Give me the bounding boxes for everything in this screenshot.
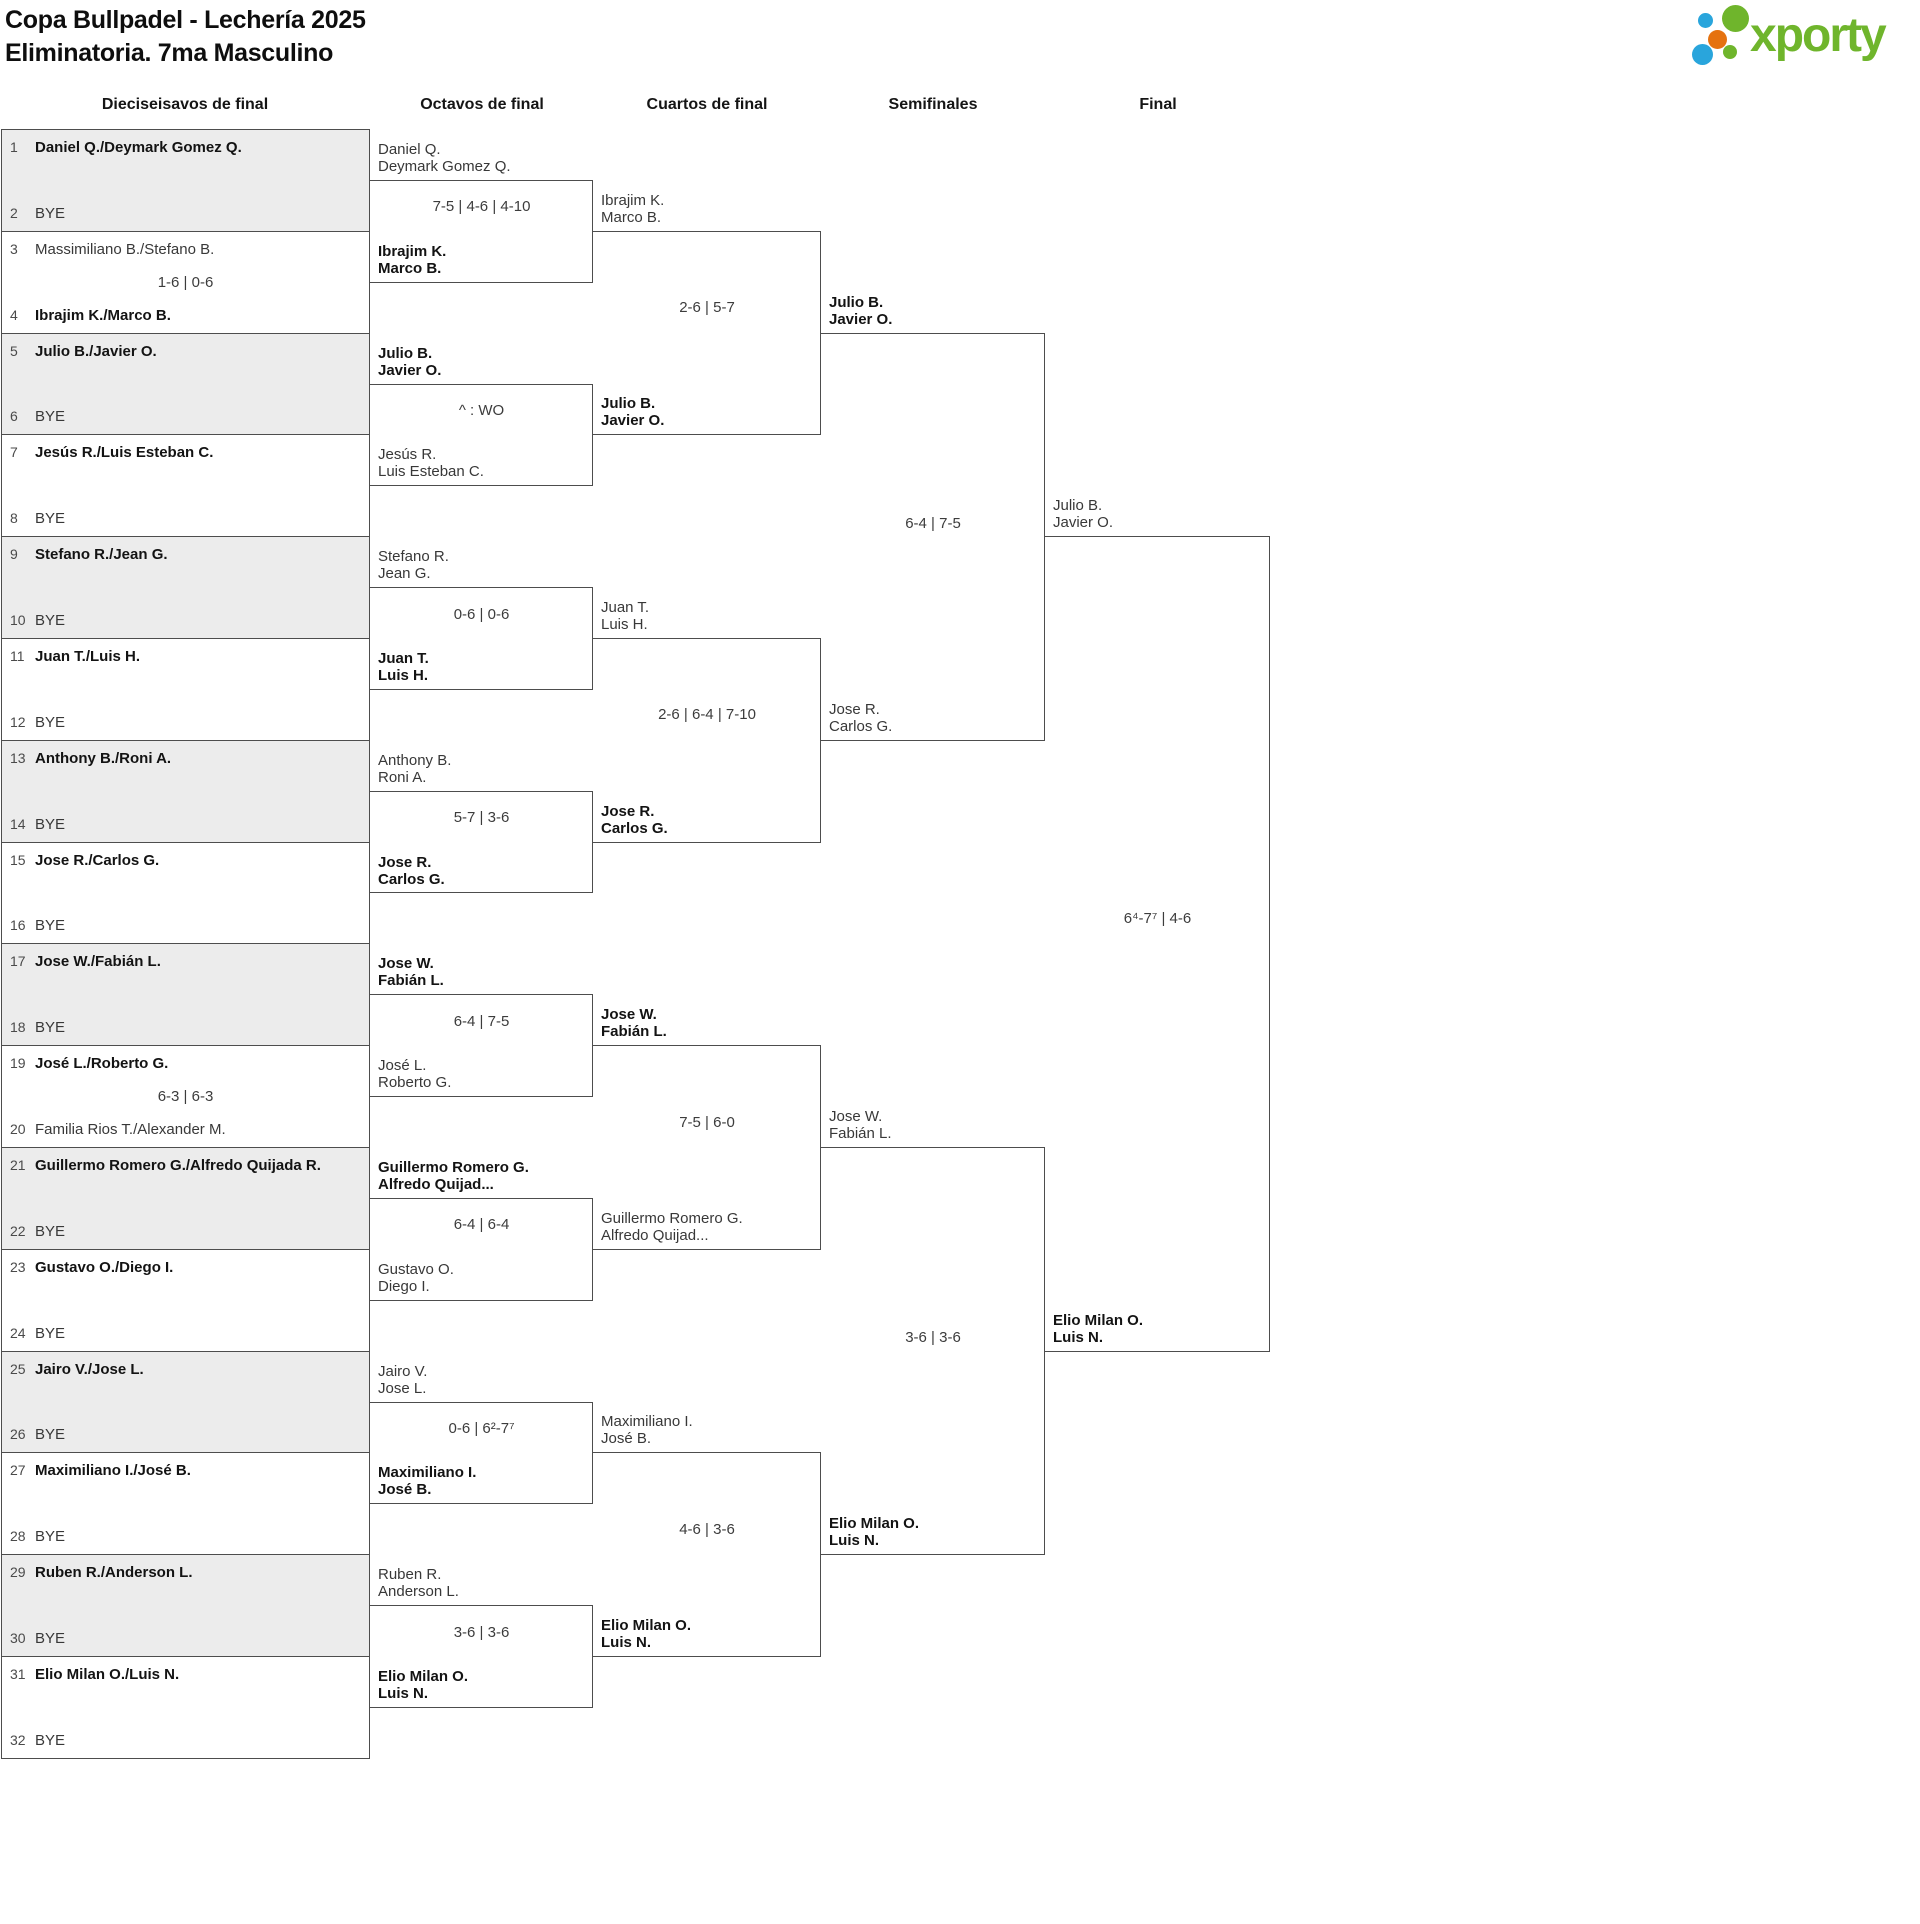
team-number: 8: [10, 510, 18, 527]
first-round-match-score: 1-6 | 0-6: [157, 273, 214, 291]
team-slot-20: [10, 1121, 363, 1138]
team-name: BYE: [35, 713, 66, 731]
first-round-pair-15: [1, 1554, 370, 1657]
player-name: Javier O.: [378, 361, 442, 379]
team-name: Anthony B./Roni A.: [35, 749, 172, 767]
player-name: Ibrajim K.: [601, 191, 665, 209]
player-name: Luis N.: [829, 1532, 880, 1550]
quarterfinal-match-3-team1: [601, 1006, 815, 1040]
team-slot-14: [10, 816, 363, 833]
round-header-final: Final: [1139, 96, 1177, 113]
player-name: Javier O.: [829, 310, 893, 328]
player-name: Julio B.: [1053, 497, 1103, 515]
team-name: Familia Rios T./Alexander M.: [35, 1120, 226, 1138]
player-name: Jesús R.: [378, 446, 437, 464]
player-name: Guillermo Romero G.: [378, 1158, 529, 1176]
team-number: 24: [10, 1324, 26, 1341]
team-number: 10: [10, 611, 26, 628]
player-name: Marco B.: [601, 208, 662, 226]
player-name: Alfredo Quijad...: [378, 1175, 494, 1193]
team-number: 9: [10, 546, 18, 563]
team-number: 23: [10, 1258, 26, 1275]
team-number: 13: [10, 749, 26, 766]
round-header-cuartos: Cuartos de final: [646, 96, 768, 113]
quarterfinal-match-2-team1: [601, 599, 815, 633]
team-slot-24: [10, 1325, 363, 1342]
team-number: 3: [10, 240, 18, 257]
player-name: Guillermo Romero G.: [601, 1209, 743, 1227]
team-slot-1: [10, 139, 363, 156]
team-number: 21: [10, 1157, 26, 1173]
team-slot-17: [10, 953, 363, 970]
team-name: Jesús R./Luis Esteban C.: [35, 444, 214, 462]
first-round-pair-4: [1, 434, 370, 537]
team-number: 11: [10, 648, 25, 664]
logo-dot-blue-large: [1692, 44, 1713, 65]
team-slot-11: [10, 648, 363, 665]
team-name: Jairo V./Jose L.: [35, 1360, 144, 1378]
quarterfinal-match-2-score: 2-6 | 6-4 | 7-10: [658, 706, 756, 724]
team-slot-15: [10, 852, 363, 869]
team-number: 32: [10, 1731, 26, 1748]
team-number: 17: [10, 953, 26, 970]
round-of-16-match-3-team2: [378, 650, 587, 684]
first-round-pair-9: [1, 943, 370, 1046]
round-of-16-match-6-team2: [378, 1261, 587, 1295]
player-name: José L.: [378, 1057, 427, 1075]
round-of-16-match-7-team2: [378, 1464, 587, 1498]
quarterfinal-match-4-score: 4-6 | 3-6: [679, 1520, 735, 1538]
semifinal-match-1-score: 6-4 | 7-5: [905, 514, 961, 532]
player-name: Julio B.: [829, 293, 884, 311]
player-name: Carlos G.: [829, 717, 893, 735]
round-of-16-match-4-score: 5-7 | 3-6: [453, 809, 510, 827]
team-name: BYE: [35, 917, 66, 935]
player-name: Stefano R.: [378, 548, 449, 566]
player-name: José B.: [378, 1481, 432, 1499]
team-name: BYE: [35, 1324, 66, 1342]
player-name: Elio Milan O.: [601, 1617, 692, 1634]
team-name: Jose W./Fabián L.: [35, 953, 161, 971]
player-name: Ruben R.: [378, 1566, 442, 1584]
team-slot-12: [10, 714, 363, 731]
first-round-pair-13: [1, 1351, 370, 1454]
player-name: Elio Milan O.: [1053, 1311, 1144, 1329]
first-round-match-score: 6-3 | 6-3: [157, 1088, 214, 1106]
team-slot-8: [10, 510, 363, 527]
first-round-pair-3: [1, 333, 370, 436]
player-name: Jose L.: [378, 1379, 427, 1397]
quarterfinal-match-4-team1: [601, 1413, 815, 1447]
team-slot-18: [10, 1019, 363, 1036]
team-slot-3: [10, 241, 363, 258]
team-number: 1: [10, 139, 18, 155]
team-slot-2: [10, 205, 363, 222]
team-name: BYE: [35, 1528, 66, 1546]
team-slot-5: [10, 343, 363, 360]
round-of-16-match-6-team1: [378, 1159, 587, 1193]
team-name: Maximiliano I./José B.: [35, 1462, 191, 1480]
team-slot-10: [10, 612, 363, 629]
round-header-dieciseisavos: Dieciseisavos de final: [101, 96, 269, 113]
quarterfinal-match-1-team2: [601, 395, 815, 429]
player-name: Luis N.: [378, 1684, 429, 1702]
quarterfinal-match-2-team2: [601, 803, 815, 837]
team-slot-13: [10, 750, 363, 767]
round-of-16-match-1-team1: [378, 141, 587, 175]
semifinal-match-1-team2: [829, 701, 1039, 735]
round-of-16-match-2-score: ^ : WO: [458, 401, 505, 419]
round-of-16-match-5-score: 6-4 | 7-5: [453, 1012, 510, 1030]
team-number: 27: [10, 1462, 26, 1479]
player-name: Jose W.: [601, 1006, 657, 1024]
team-name: José L./Roberto G.: [35, 1055, 169, 1073]
team-slot-19: [10, 1055, 363, 1072]
player-name: Javier O.: [1053, 514, 1114, 532]
player-name: Jose R.: [829, 700, 880, 718]
team-number: 28: [10, 1528, 26, 1545]
round-of-16-match-4-team1: [378, 752, 587, 786]
team-number: 26: [10, 1426, 26, 1443]
team-number: 22: [10, 1222, 26, 1239]
round-of-16-match-5-team1: [378, 955, 587, 989]
player-name: Anderson L.: [378, 1583, 459, 1601]
player-name: José B.: [601, 1430, 652, 1448]
first-round-pair-8: [1, 842, 370, 945]
tournament-subtitle: Eliminatoria. 7ma Masculino: [5, 39, 334, 67]
player-name: Elio Milan O.: [829, 1515, 920, 1533]
team-slot-29: [10, 1564, 363, 1581]
team-name: Jose R./Carlos G.: [35, 851, 160, 869]
team-slot-28: [10, 1528, 363, 1545]
team-name: Stefano R./Jean G.: [35, 546, 168, 564]
team-slot-4: [10, 307, 363, 324]
team-slot-30: [10, 1630, 363, 1647]
player-name: Javier O.: [601, 412, 665, 430]
final-match-1-connector: [1045, 536, 1270, 1351]
first-round-pair-6: [1, 638, 370, 741]
logo-dot-blue-small: [1698, 13, 1713, 28]
quarterfinal-match-3-team2: [601, 1210, 815, 1244]
player-name: Luis N.: [601, 1634, 652, 1651]
player-name: Alfredo Quijad...: [601, 1226, 709, 1244]
first-round-pair-5: [1, 536, 370, 639]
team-number: 25: [10, 1360, 26, 1377]
player-name: Marco B.: [378, 259, 442, 277]
team-name: BYE: [35, 815, 66, 833]
final-match-1-score: 6⁴-7⁷ | 4-6: [1123, 909, 1192, 927]
team-slot-7: [10, 444, 363, 461]
team-name: BYE: [35, 204, 66, 222]
semifinal-match-2-score: 3-6 | 3-6: [905, 1329, 961, 1347]
player-name: Fabián L.: [378, 972, 444, 990]
team-slot-21: [10, 1157, 363, 1174]
round-of-16-match-5-team2: [378, 1057, 587, 1091]
final-match-1-team1: [1053, 497, 1264, 531]
round-of-16-match-4-team2: [378, 854, 587, 888]
player-name: Diego I.: [378, 1277, 430, 1295]
team-number: 2: [10, 204, 18, 221]
first-round-pair-10: [1, 1045, 370, 1148]
player-name: Roni A.: [378, 768, 427, 786]
team-name: BYE: [35, 1426, 66, 1444]
player-name: Fabián L.: [601, 1023, 667, 1041]
round-of-16-match-8-team2: [378, 1668, 587, 1702]
player-name: Jose W.: [829, 1108, 883, 1125]
round-of-16-match-7-score: 0-6 | 6²-7⁷: [448, 1419, 515, 1437]
team-number: 15: [10, 851, 26, 868]
team-number: 30: [10, 1629, 26, 1646]
team-number: 7: [10, 444, 18, 461]
logo-wordmark: xporty: [1750, 9, 1885, 62]
team-slot-23: [10, 1259, 363, 1276]
player-name: Fabián L.: [829, 1125, 892, 1142]
player-name: Maximiliano I.: [378, 1464, 477, 1482]
team-number: 6: [10, 408, 18, 425]
player-name: Daniel Q.: [378, 140, 441, 158]
semifinal-match-1-team1: [829, 294, 1039, 328]
player-name: Jose R.: [601, 802, 655, 820]
round-of-16-match-3-score: 0-6 | 0-6: [453, 605, 510, 623]
team-slot-27: [10, 1462, 363, 1479]
team-slot-26: [10, 1426, 363, 1443]
player-name: Maximiliano I.: [601, 1413, 693, 1431]
team-number: 4: [10, 306, 18, 323]
player-name: Elio Milan O.: [378, 1667, 469, 1685]
round-of-16-match-2-team1: [378, 345, 587, 379]
player-name: Jean G.: [378, 565, 431, 583]
team-name: Ruben R./Anderson L.: [35, 1564, 193, 1582]
team-number: 14: [10, 815, 26, 832]
team-name: BYE: [35, 510, 66, 528]
player-name: Jose W.: [378, 955, 434, 973]
first-round-pair-11: [1, 1147, 370, 1250]
round-header-octavos: Octavos de final: [420, 96, 544, 113]
team-name: BYE: [35, 611, 66, 629]
team-name: Massimiliano B./Stefano B.: [35, 240, 215, 258]
semifinal-match-2-connector: [821, 1147, 1045, 1555]
player-name: Deymark Gomez Q.: [378, 157, 511, 175]
quarterfinal-match-1-score: 2-6 | 5-7: [679, 299, 735, 317]
semifinal-match-2-team2: [829, 1515, 1039, 1549]
first-round-pair-7: [1, 740, 370, 843]
team-name: BYE: [35, 1731, 66, 1749]
round-of-16-match-6-score: 6-4 | 6-4: [453, 1216, 510, 1234]
round-of-16-match-7-team1: [378, 1363, 587, 1397]
round-of-16-match-1-team2: [378, 243, 587, 277]
round-of-16-match-8-team1: [378, 1566, 587, 1600]
final-match-1-team2: [1053, 1312, 1264, 1346]
team-name: Guillermo Romero G./Alfredo Quijada R.: [35, 1157, 321, 1174]
player-name: Juan T.: [378, 649, 429, 667]
team-number: 16: [10, 917, 26, 934]
team-slot-9: [10, 546, 363, 563]
player-name: Jose R.: [378, 853, 432, 871]
player-name: Gustavo O.: [378, 1260, 454, 1278]
logo-dot-green-large: [1722, 5, 1749, 32]
first-round-pair-12: [1, 1249, 370, 1352]
player-name: Luis H.: [378, 666, 429, 684]
team-name: Daniel Q./Deymark Gomez Q.: [35, 139, 242, 156]
tournament-title: Copa Bullpadel - Lechería 2025: [5, 6, 366, 34]
player-name: Anthony B.: [378, 751, 452, 769]
player-name: Julio B.: [378, 344, 433, 362]
team-slot-22: [10, 1223, 363, 1240]
player-name: Juan T.: [601, 599, 650, 616]
first-round-pair-1: [1, 129, 370, 232]
team-slot-25: [10, 1361, 363, 1378]
team-name: BYE: [35, 1019, 66, 1037]
team-name: BYE: [35, 1222, 66, 1240]
player-name: Carlos G.: [601, 819, 668, 837]
first-round-pair-16: [1, 1656, 370, 1759]
team-name: Gustavo O./Diego I.: [35, 1258, 174, 1276]
team-name: Juan T./Luis H.: [35, 648, 141, 665]
semifinal-match-2-team1: [829, 1108, 1039, 1142]
quarterfinal-match-3-score: 7-5 | 6-0: [679, 1113, 735, 1131]
team-number: 5: [10, 342, 18, 359]
team-number: 20: [10, 1120, 26, 1137]
team-name: Elio Milan O./Luis N.: [35, 1666, 180, 1683]
player-name: Roberto G.: [378, 1074, 452, 1092]
logo-dot-green-small: [1723, 45, 1737, 59]
quarterfinal-match-4-team2: [601, 1617, 815, 1651]
player-name: Luis Esteban C.: [378, 463, 484, 481]
player-name: Luis H.: [601, 616, 648, 633]
player-name: Luis N.: [1053, 1328, 1104, 1346]
team-slot-31: [10, 1666, 363, 1683]
player-name: Julio B.: [601, 395, 656, 413]
player-name: Ibrajim K.: [378, 242, 447, 260]
team-name: BYE: [35, 408, 66, 426]
round-of-16-match-2-team2: [378, 446, 587, 480]
team-number: 31: [10, 1666, 26, 1682]
team-slot-32: [10, 1732, 363, 1749]
first-round-pair-14: [1, 1452, 370, 1555]
round-of-16-match-8-score: 3-6 | 3-6: [453, 1623, 510, 1641]
team-name: Julio B./Javier O.: [35, 342, 157, 360]
team-number: 18: [10, 1019, 26, 1036]
team-slot-16: [10, 917, 363, 934]
player-name: Jairo V.: [378, 1362, 428, 1380]
team-number: 29: [10, 1564, 26, 1581]
round-of-16-match-3-team1: [378, 548, 587, 582]
team-number: 19: [10, 1055, 26, 1072]
semifinal-match-1-connector: [821, 333, 1045, 741]
quarterfinal-match-1-team1: [601, 192, 815, 226]
player-name: Carlos G.: [378, 870, 445, 888]
team-slot-6: [10, 408, 363, 425]
team-number: 12: [10, 713, 26, 730]
first-round-pair-2: [1, 231, 370, 334]
team-name: BYE: [35, 1629, 66, 1647]
round-header-semifinales: Semifinales: [888, 96, 978, 113]
round-of-16-match-1-score: 7-5 | 4-6 | 4-10: [432, 198, 531, 216]
team-name: Ibrajim K./Marco B.: [35, 306, 171, 324]
